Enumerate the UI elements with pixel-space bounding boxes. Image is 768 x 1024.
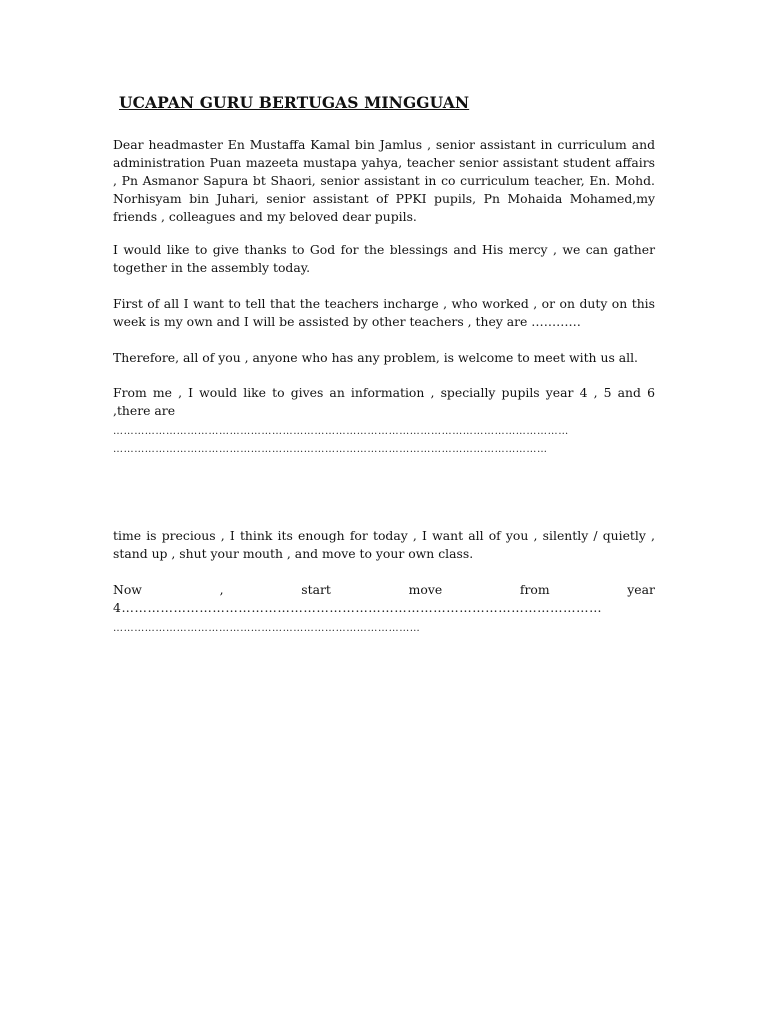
paragraph-problems: Therefore, all of you , anyone who has any problem, is welcome to meet with us all. bbox=[113, 350, 638, 365]
paragraph-teachers: First of all I want to tell that the teachers incharge , who worked , or on duty on this week is my own and I will be assisted by other teachers , they are ………… bbox=[113, 296, 655, 329]
paragraph-information: From me , I would like to gives an information , specially pupils year 4 , 5 and 6 ,there are bbox=[113, 385, 655, 418]
now-start-word: move bbox=[408, 582, 443, 597]
now-start-word: from bbox=[519, 582, 550, 597]
now-start-word: year bbox=[627, 582, 655, 597]
now-start-line-2: 4………………………………………………………………………………………………… bbox=[113, 600, 603, 615]
dotted-line-1: ………………………………………………………………………………………………………………… bbox=[113, 426, 569, 437]
now-start-word: start bbox=[301, 582, 331, 597]
now-start-line-1 bbox=[113, 581, 655, 599]
document-title: UCAPAN GURU BERTUGAS MINGGUAN bbox=[119, 93, 470, 112]
paragraph-thanks: I would like to give thanks to God for the blessings and His mercy , we can gather together in the assembly today. bbox=[113, 242, 655, 275]
paragraph-closing: time is precious , I think its enough for today , I want all of you , silently / quietly , stand up , shut your mouth , and move to your own class. bbox=[113, 528, 655, 561]
paragraph-greeting: Dear headmaster En Mustaffa Kamal bin Jamlus , senior assistant in curriculum and administration Puan mazeeta mustapa yahya, teacher senior assistant student affairs , Pn Asmanor Sapura bt Shaori, senior assistant in co curriculum teacher, En. Mohd. Norhisyam bin Juhari, senior assistant of PPKI pupils, Pn Mohaida Mohamed,my friends , colleagues and my beloved dear pupils. bbox=[113, 137, 655, 224]
now-start-word: Now bbox=[113, 582, 142, 597]
dotted-line-3: …………………………………………………………………………… bbox=[113, 623, 421, 634]
paragraph-now-start bbox=[113, 581, 655, 617]
now-start-text bbox=[113, 581, 655, 617]
dotted-line-2: …………………………………………………………………………………………………………… bbox=[113, 444, 548, 455]
now-start-word: , bbox=[219, 582, 224, 597]
